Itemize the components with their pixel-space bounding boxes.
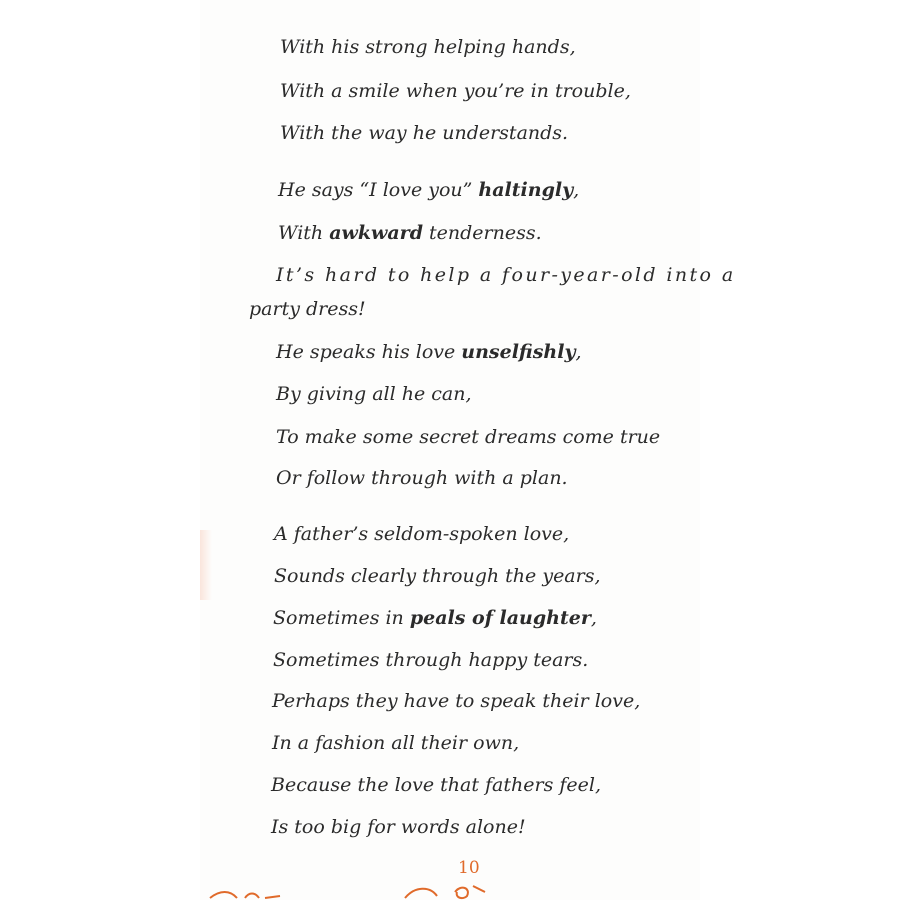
poem-line-17: In a fashion all their own, — [272, 732, 520, 754]
poem-text: Sometimes in — [273, 607, 410, 629]
decorative-doodle-icon — [205, 878, 505, 900]
poem-line-8 — [276, 343, 582, 362]
poem-line-9: By giving all he can, — [276, 383, 472, 405]
poem-text: , — [590, 607, 597, 629]
page-bleed-decoration — [200, 530, 212, 600]
poem-emphasis: peals of laughter — [409, 607, 591, 629]
poem-line-3: With the way he understands. — [280, 122, 569, 144]
poem-line-2: With a smile when you’re in trouble, — [280, 80, 631, 102]
poem-emphasis: haltingly — [478, 179, 574, 201]
poem-text: He speaks his love — [276, 341, 462, 363]
poem-line-11: Or follow through with a plan. — [276, 467, 568, 489]
poem-line-6: It’s hard to help a four-year-old into a — [276, 264, 736, 286]
poem-text: With — [278, 222, 330, 244]
poem-text: , — [575, 341, 582, 363]
poem-text: , — [573, 179, 580, 201]
poem-line-1: With his strong helping hands, — [280, 36, 576, 58]
poem-line-12: A father’s seldom-spoken love, — [274, 523, 570, 545]
poem-line-5 — [278, 224, 542, 243]
poem-emphasis: unselfishly — [461, 341, 576, 363]
poem-line-18: Because the love that fathers feel, — [271, 774, 601, 796]
poem-line-16: Perhaps they have to speak their love, — [272, 690, 641, 712]
poem-line-10: To make some secret dreams come true — [276, 426, 661, 448]
poem-line-7: party dress! — [249, 298, 366, 320]
poem-line-19: Is too big for words alone! — [271, 816, 526, 838]
poem-text: tenderness. — [422, 222, 542, 244]
poem-line-13: Sounds clearly through the years, — [274, 565, 601, 587]
poem-line-4 — [278, 181, 579, 200]
poem-line-14 — [273, 609, 597, 628]
poem-emphasis: awkward — [329, 222, 423, 244]
page-number: 10 — [458, 858, 480, 878]
poem-text: He says “I love you” — [278, 179, 479, 201]
poem-line-15: Sometimes through happy tears. — [273, 649, 589, 671]
